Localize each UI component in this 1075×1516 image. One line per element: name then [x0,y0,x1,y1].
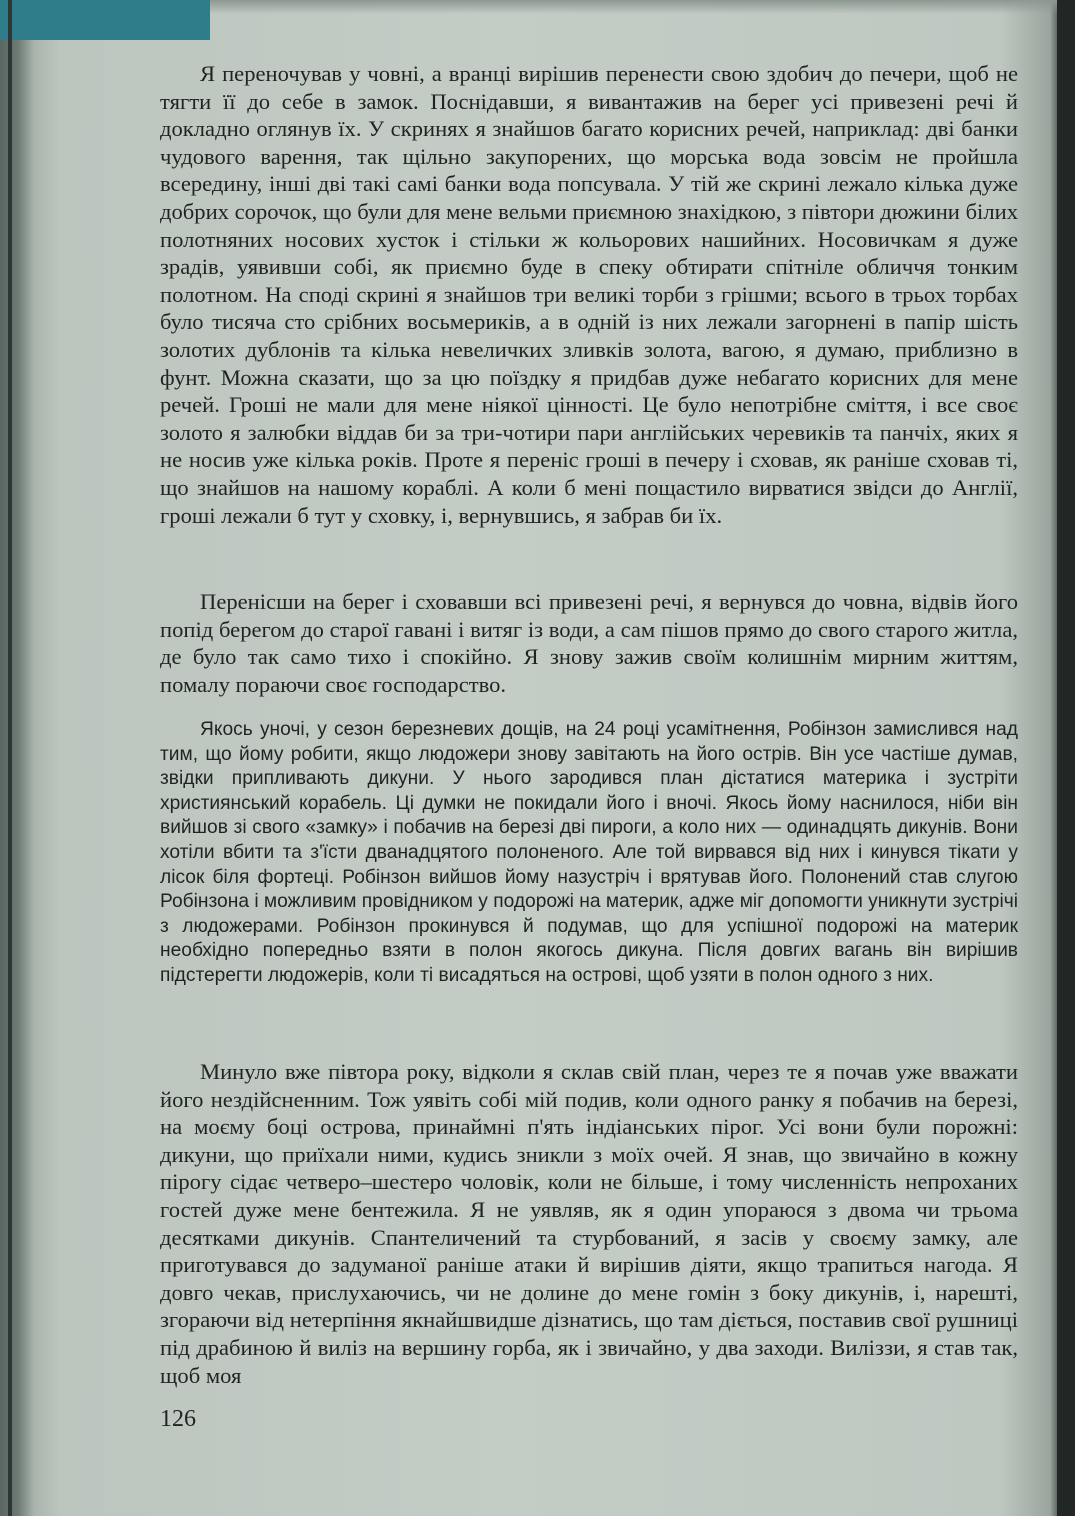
paragraph-summary: Якось уночі, у сезон березневих дощів, на 24 році усамітнення, Робінзон замислився над тим, що йому робити, якщо людожери знову завітають на його острів. Він усе частіше думав, звідки припливають дикуни. У нього зародився план дістатися материка і зустріти християнський корабель. Ці думки не покидали його і вночі. Якось йому наснилося, ніби він вийшов зі свого «замку» і побачив на березі дві пироги, а коло них — одинадцять дикунів. Вони хотіли вбити та з'їсти дванадцятого полоненого. Але той вирвався від них і кинувся тікати у лісок біля фортеці. Робінзон вийшов йому назустріч і врятував його. Полонений став слугою Робінзона і можливим провідником у подорожі на материк, адже міг допомогти уникнути зустрічі з людожерами. Робінзон прокинувся й подумав, що для успішної подорожі на материк необхідно попередньо взяти в полон якогось дикуна. Після довгих вагань він вирішив підстерегти людожерів, коли ті висадяться на острові, щоб узяти в полон одного з них. [160,719,1018,986]
page-number: 126 [160,1406,196,1432]
spine-color-strip [0,0,210,40]
paragraph-quote-3: Минуло вже півтора року, відколи я склав свій план, через те я почав уже вважати його нездійсненним. Тож уявіть собі мій подив, коли одного ранку я побачив на березі, на моєму боці острова, принаймні п'ять індіанських пірог. Усі вони були порожні: дикуни, що приїхали ними, кудись зникли з моїх очей. Я знав, що звичайно в кожну пірогу сідає четверо–шестеро чоловік, коли не більше, і тому численність непроханих гостей дуже мене бентежила. Я не уявляв, як я один упораюся з двома чи трьома десятками дикунів. Спантеличений та стурбований, я засів у своєму замку, але приготувався до задуманої раніше атаки й вирішив діяти, якщо трапиться нагода. Я довго чекав, прислухаючись, чи не долине до мене гомін з боку дикунів, і, нарешті, згораючи від нетерпіння якнайшвидше дізнатись, що там діється, поставив свої рушниці під драбиною й виліз на вершину горба, як і звичайно, у два заходи. Виліззи, я став так, щоб моя [160,1059,1018,1388]
paragraph-quote-1: Я переночував у човні, а вранці вирішив перенести свою здобич до печери, щоб не тягти її до себе в замок. Поснідавши, я вивантажив на берег усі привезені речі й докладно оглянув їх. У скринях я знайшов багато корисних речей, наприклад: дві банки чудового варення, так щільно закупорених, що морська вода зовсім не пройшла всередину, інші дві такі самі банки вода попсувала. У тій же скрині лежало кілька дуже добрих сорочок, що були для мене вельми приємною знахідкою, з півтори дюжини білих полотняних носових хусток і стільки ж кольорових нашийних. Носовичкам я дуже зрадів, уявивши собі, як приємно буде в спеку обтирати спітніле обличчя тонким полотном. На споді скрині я знайшов три великі торби з грішми; всього в трьох торбах було тисяча сто срібних восьмериків, а в одній із них лежали загорнені в папір шість золотих дублонів та кілька невеличких зливків золота, вагою, я думаю, приблизно в фунт. Можна сказати, що за цю поїздку я придбав дуже небагато корисних для мене речей. Гроші не мали для мене ніякої цінності. Це було непотрібне сміття, і все своє золото я залюбки віддав би за три-чотири пари англійських черевиків та панчіх, яких я не носив уже кілька років. Проте я переніс гроші в печеру і сховав, як раніше сховав ті, що знайшов на нашому кораблі. А коли б мені пощастило вирватися звідси до Англії, гроші лежали б тут у сховку, і, вернувшись, я забрав би їх. [160,61,1018,528]
book-spine [8,0,12,1516]
page-top-shadow [210,0,1075,14]
page-right-edge [1057,0,1075,1516]
paragraph-quote-2: Перенісши на берег і сховавши всі привезені речі, я вернувся до човна, відвів його попід берегом до старої гавані і витяг із води, а сам пішов прямо до свого старого житла, де було так само тихо і спокійно. Я знову зажив своїм колишнім мирним життям, помалу пораючи своє господарство. [160,589,1018,697]
